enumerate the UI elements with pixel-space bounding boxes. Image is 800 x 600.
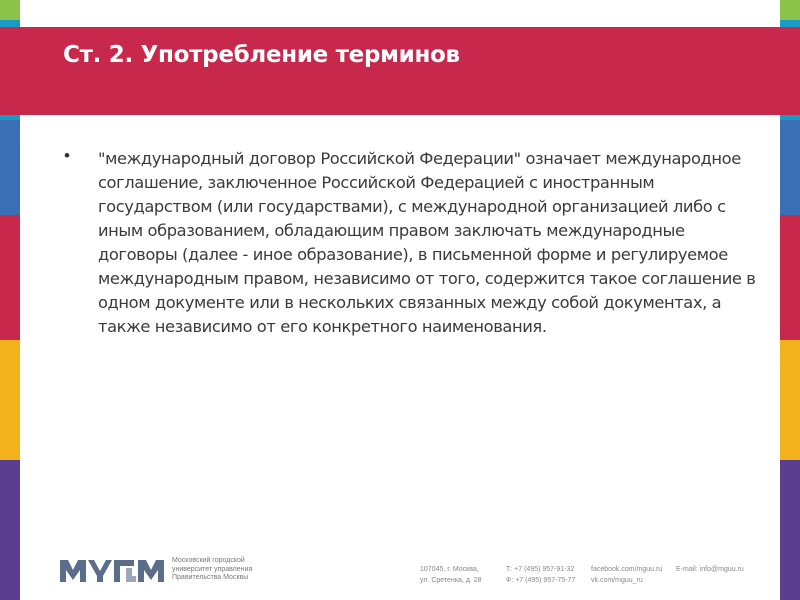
org-line: университет управления xyxy=(172,565,253,573)
university-logo xyxy=(60,556,166,584)
address-line: 107045, г. Москва, xyxy=(420,566,479,573)
fax-line: Ф: +7 (495) 957-75-77 xyxy=(506,577,576,584)
org-name xyxy=(172,557,267,583)
stripe-orange xyxy=(0,340,20,460)
body-paragraph: "международный договор Российской Федерации" означает международное соглашение, заключенное Российской Федерацией с иностранным государством (или государствами), с международной организацией либо с иным образованием, обладающим правом заключать международные договоры (далее - иное образование), в письменной форме и регулируемое международным правом, независимо от того, содержится такое соглашение в одном документе или в нескольких связанных между собой документах, а также независимо от его конкретного наименования. xyxy=(98,149,756,336)
phone-line: Т: +7 (495) 957-91-32 xyxy=(506,566,575,573)
email-link[interactable]: E-mail: info@mguu.ru xyxy=(676,566,744,573)
facebook-link[interactable]: facebook.com/mguu.ru xyxy=(591,566,663,573)
stripe-purple xyxy=(780,460,800,600)
stripe-orange xyxy=(780,340,800,460)
footer-email xyxy=(676,564,744,575)
stripe-blue xyxy=(780,120,800,215)
stripe-blue xyxy=(0,120,20,215)
footer-social xyxy=(591,564,662,586)
stripe-pink xyxy=(780,215,800,340)
stripe-green xyxy=(0,0,20,20)
footer-address xyxy=(420,564,482,586)
stripe-purple xyxy=(0,460,20,600)
slide-title: Ст. 2. Употребление терминов xyxy=(63,42,460,68)
address-line: ул. Сретенка, д. 28 xyxy=(420,577,482,584)
stripe-pink xyxy=(0,215,20,340)
footer-phones xyxy=(506,564,575,586)
bullet-marker: • xyxy=(64,146,70,165)
vk-link[interactable]: vk.com/mguu_ru xyxy=(591,577,643,584)
title-band xyxy=(0,27,800,115)
stripe-green xyxy=(780,0,800,20)
org-line: Правительства Москвы xyxy=(172,574,249,581)
org-line: Московский городской xyxy=(172,557,245,564)
